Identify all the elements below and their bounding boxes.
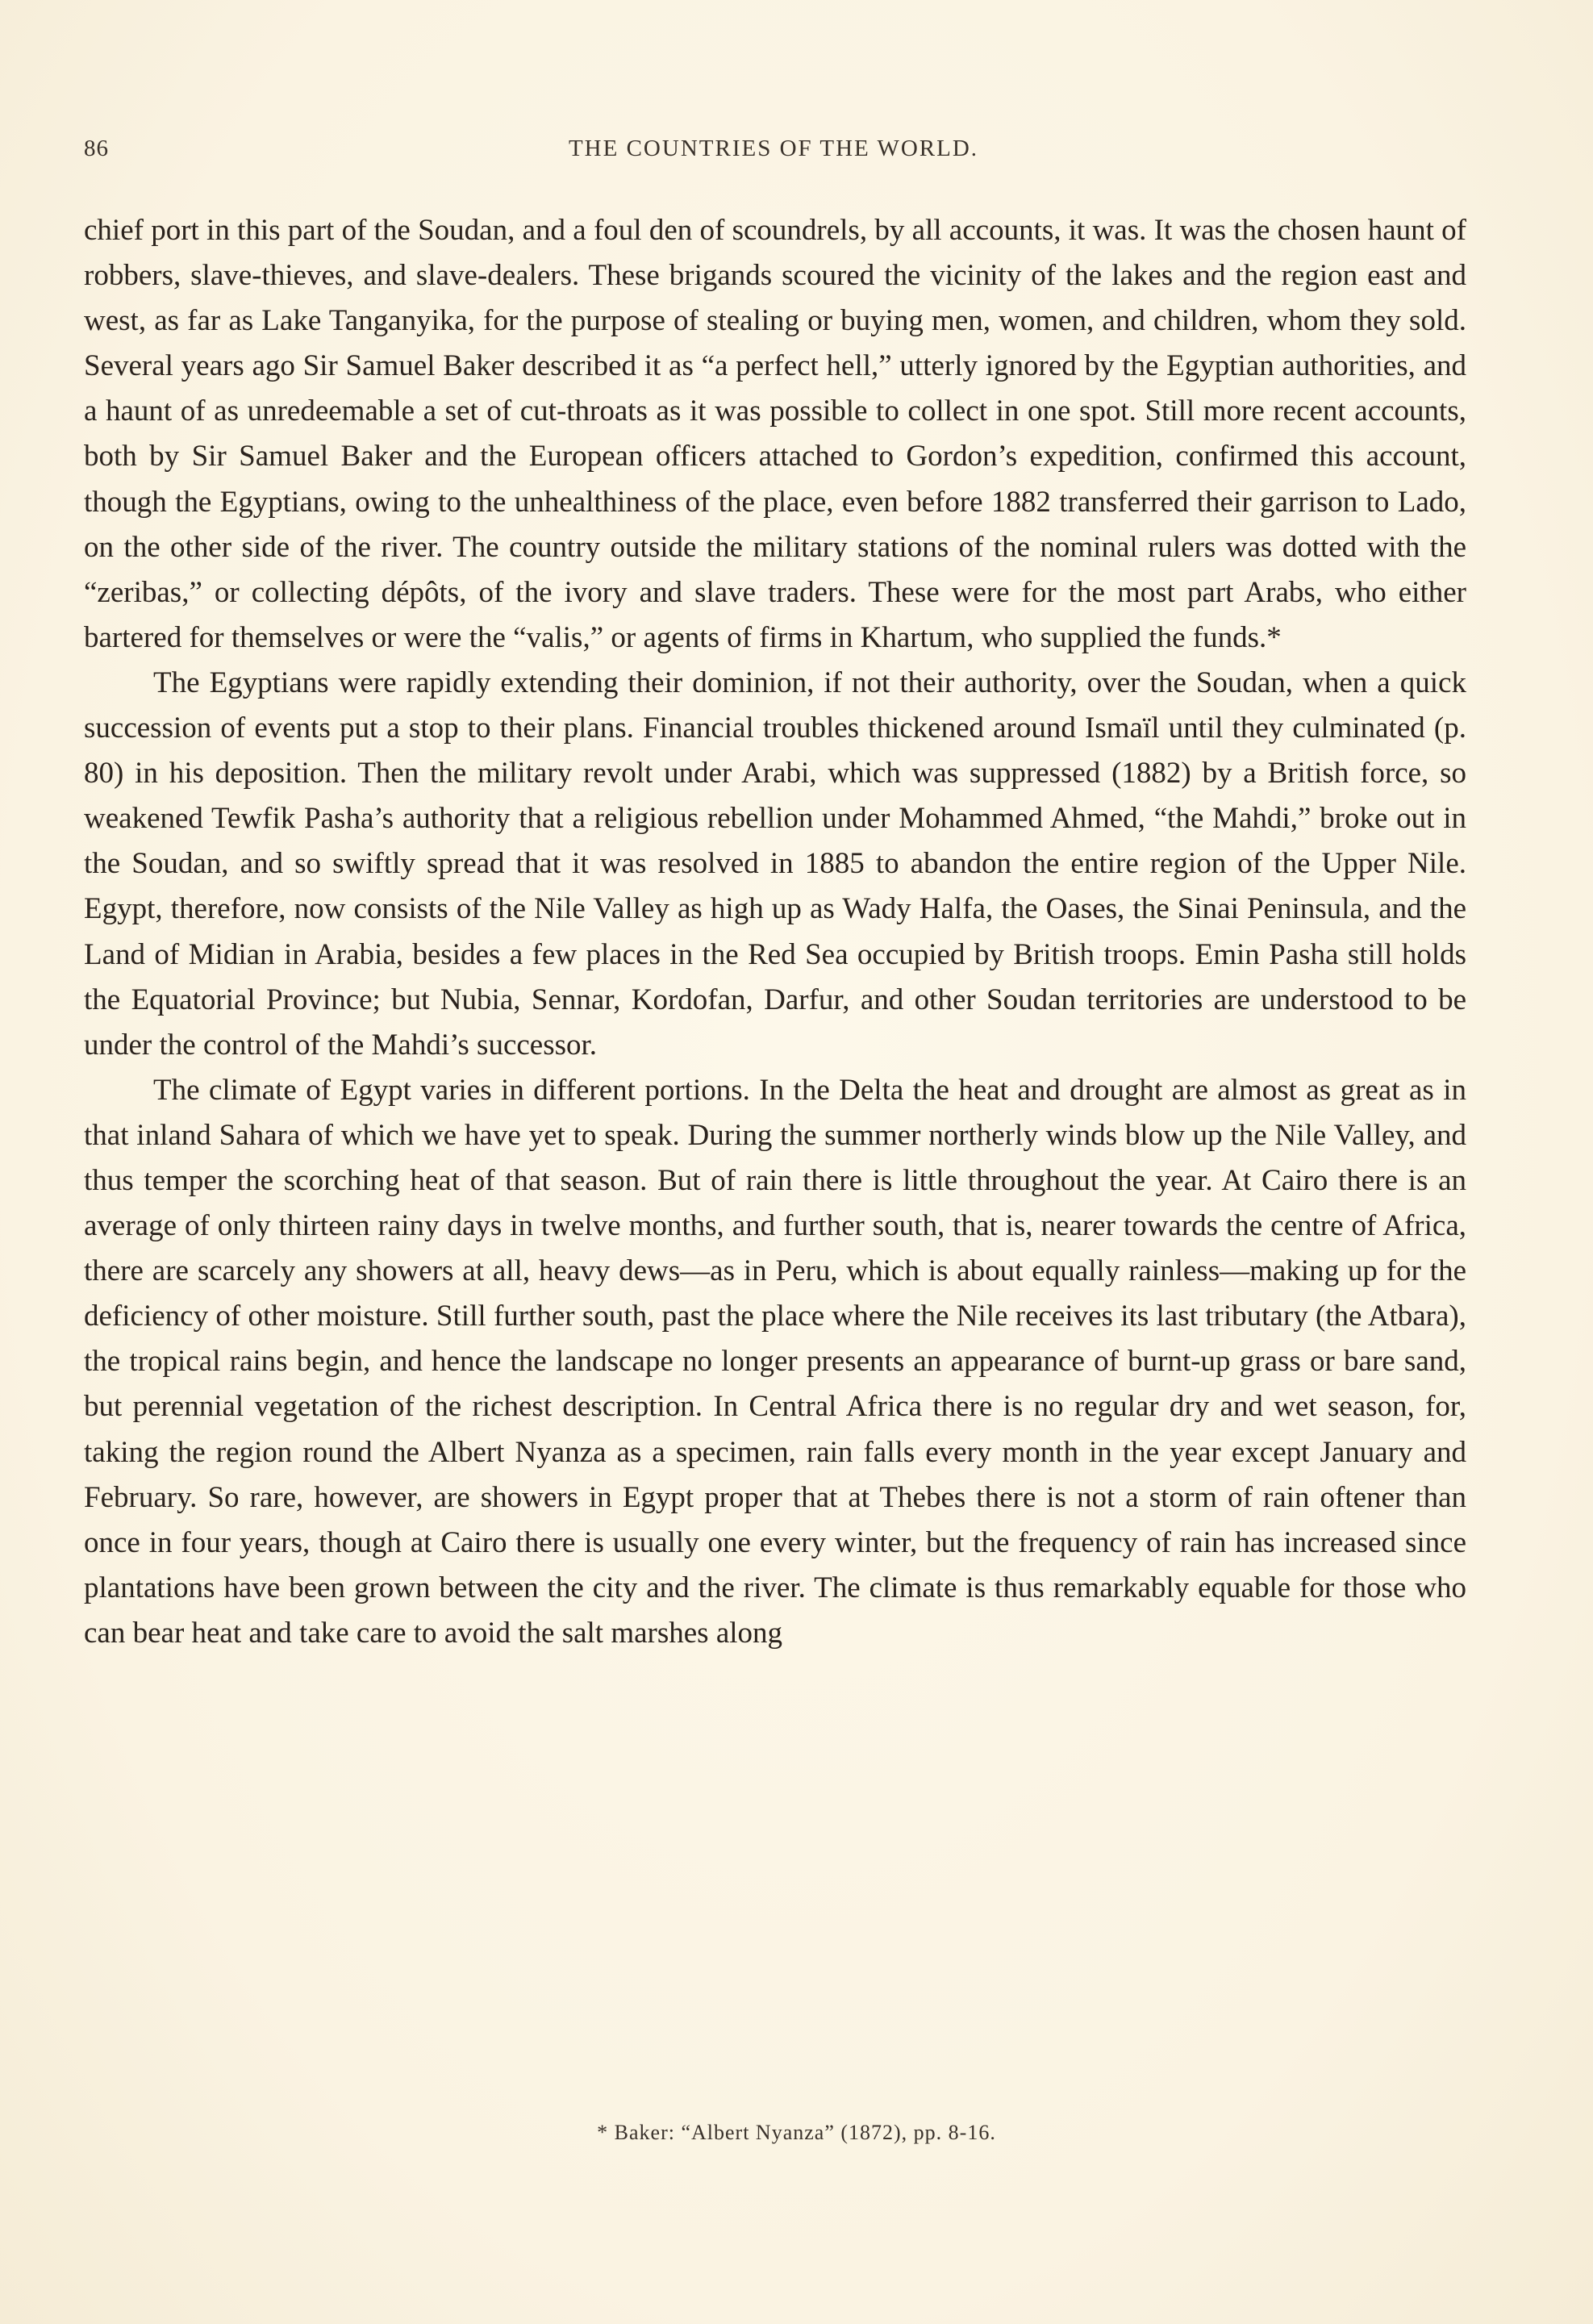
running-head (84, 136, 1463, 168)
paragraph: The climate of Egypt varies in different portions. In the Delta the heat and drought are almost as great as in that inland Sahara of which we have yet to speak. During the summer northerly winds blow up the Nile Valley, and thus temper the scorching heat of that season. But of rain there is little throughout the year. At Cairo there is an average of only thirteen rainy days in twelve months, and further south, that is, nearer towards the centre of Africa, there are scarcely any showers at all, heavy dews—as in Peru, which is about equally rainless—making up for the deficiency of other moisture. Still further south, past the place where the Nile receives its last tributary (the Atbara), the tropical rains begin, and hence the landscape no longer presents an appearance of burnt-up grass or bare sand, but perennial vegetation of the richest description. In Central Africa there is no regular dry and wet season, for, taking the region round the Albert Nyanza as a specimen, rain falls every month in the year except January and February. So rare, however, are showers in Egypt proper that at Thebes there is not a storm of rain oftener than once in four years, though at Cairo there is usually one every winter, but the frequency of rain has increased since plantations have been grown between the city and the river. The climate is thus remarkably equable for those who can bear heat and take care to avoid the salt marshes along (84, 1073, 1466, 1650)
footnote: * Baker: “Albert Nyanza” (1872), pp. 8-16. (597, 2121, 996, 2144)
body-text (84, 208, 1466, 1656)
running-title: THE COUNTRIES OF THE WORLD. (568, 136, 979, 161)
paragraph-continued: chief port in this part of the Soudan, and a foul den of scoundrels, by all accounts, it was. It was the chosen haunt of robbers, slave-thieves, and slave-dealers. These brigands scoured the vicinity of the lakes and the region east and west, as far as Lake Tanganyika, for the purpose of stealing or buying men, women, and children, whom they sold. Several years ago Sir Samuel Baker described it as “a perfect hell,” utterly ignored by the Egyptian authorities, and a haunt of as unredeemable a set of cut-throats as it was possible to collect in one spot. Still more recent accounts, both by Sir Samuel Baker and the European officers attached to Gordon’s expedition, confirmed this account, though the Egyptians, owing to the unhealthiness of the place, even before 1882 transferred their garrison to Lado, on the other side of the river. The country outside the military stations of the nominal rulers was dotted with the “zeribas,” or collecting dépôts, of the ivory and slave traders. These were for the most part Arabs, who either bartered for themselves or were the “valis,” or agents of firms in Khartum, who supplied the funds.* (84, 214, 1466, 654)
paragraph: The Egyptians were rapidly extending their dominion, if not their authority, over the Soudan, when a quick succession of events put a stop to their plans. Financial troubles thickened around Ismaïl until they culminated (p. 80) in his deposition. Then the military revolt under Arabi, which was suppressed (1882) by a British force, so weakened Tewfik Pasha’s authority that a religious rebellion under Mohammed Ahmed, “the Mahdi,” broke out in the Soudan, and so swiftly spread that it was resolved in 1885 to abandon the entire region of the Upper Nile. Egypt, therefore, now consists of the Nile Valley as high up as Wady Halfa, the Oases, the Sinai Peninsula, and the Land of Midian in Arabia, besides a few places in the Red Sea occupied by British troops. Emin Pasha still holds the Equatorial Province; but Nubia, Sennar, Kordofan, Darfur, and other Soudan territories are understood to be under the control of the Mahdi’s successor. (84, 665, 1466, 1062)
page-number: 86 (84, 136, 109, 161)
